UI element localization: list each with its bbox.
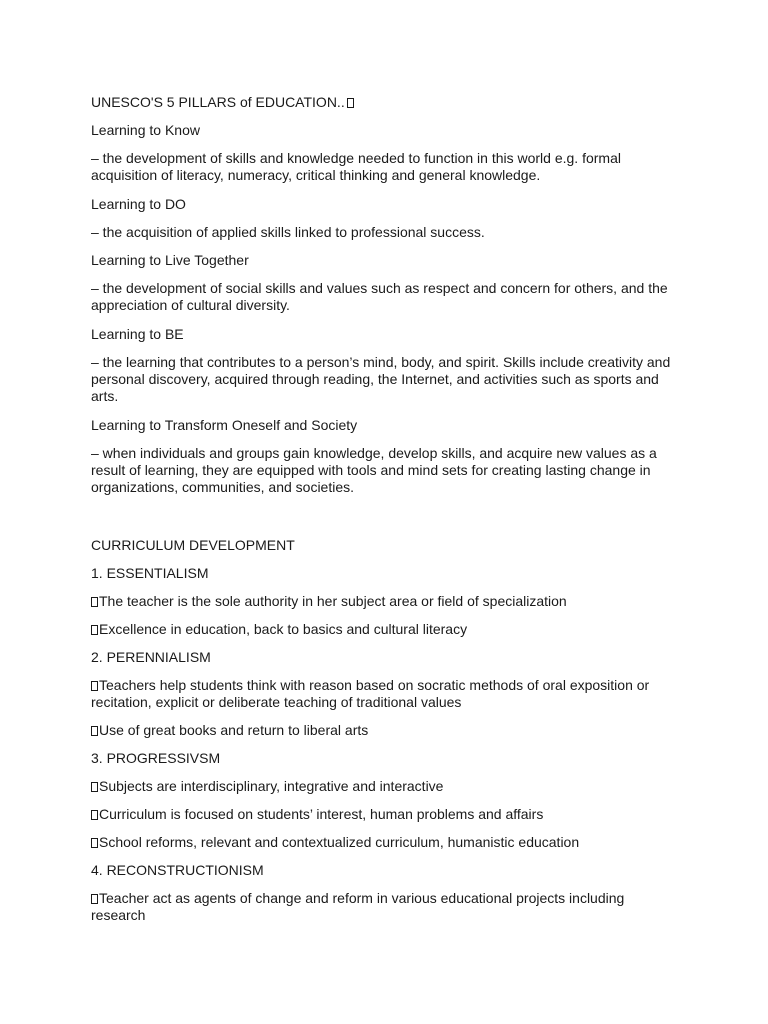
bullet-icon (91, 810, 98, 820)
list-item (91, 722, 676, 739)
pillar-heading: Learning to Transform Oneself and Society (91, 417, 358, 433)
bullet-icon (91, 726, 98, 736)
philosophy-heading: 4. RECONSTRUCTIONISM (91, 862, 264, 878)
curriculum-title: CURRICULUM DEVELOPMENT (91, 537, 295, 553)
list-item-text: Use of great books and return to liberal arts (99, 722, 369, 738)
pillar-description: – the acquisition of applied skills linked to professional success. (91, 224, 485, 240)
list-item-text: Teacher act as agents of change and reform in various educational projects including research (91, 890, 625, 923)
pillar-heading: Learning to Live Together (91, 252, 249, 268)
bullet-icon (91, 681, 98, 691)
list-item (91, 593, 676, 610)
pillar-description: – the development of social skills and values such as respect and concern for others, and the appreciation of cultural diversity. (91, 280, 668, 313)
list-item (91, 806, 676, 823)
list-item-text: Teachers help students think with reason based on socratic methods of oral exposition or recitation, explicit or deliberate teaching of traditional values (91, 677, 650, 710)
list-item-text: School reforms, relevant and contextualized curriculum, humanistic education (99, 834, 580, 850)
list-item-text: Curriculum is focused on students’ interest, human problems and affairs (99, 806, 544, 822)
bullet-icon (91, 782, 98, 792)
list-item (91, 621, 676, 638)
missing-glyph-icon (347, 98, 354, 108)
list-item-text: The teacher is the sole authority in her subject area or field of specialization (99, 593, 567, 609)
bullet-icon (91, 838, 98, 848)
list-item (91, 834, 676, 851)
pillars-title-text: UNESCO'S 5 PILLARS of EDUCATION.. (91, 94, 345, 110)
philosophy-heading: 2. PERENNIALISM (91, 649, 211, 665)
pillar-heading: Learning to Know (91, 122, 200, 138)
pillar-heading: Learning to DO (91, 196, 186, 212)
bullet-icon (91, 597, 98, 607)
pillar-heading: Learning to BE (91, 326, 184, 342)
pillar-description: – when individuals and groups gain knowledge, develop skills, and acquire new values as a result of learning, they are equipped with tools and mind sets for creating lasting change in organizations, communities, and societies. (91, 445, 657, 495)
list-item (91, 778, 676, 795)
list-item (91, 890, 676, 924)
bullet-icon (91, 625, 98, 635)
philosophy-heading: 1. ESSENTIALISM (91, 565, 209, 581)
pillar-description: – the development of skills and knowledge needed to function in this world e.g. formal acquisition of literacy, numeracy, critical thinking and general knowledge. (91, 150, 621, 183)
list-item (91, 677, 676, 711)
list-item-text: Subjects are interdisciplinary, integrative and interactive (99, 778, 444, 794)
philosophy-heading: 3. PROGRESSIVSM (91, 750, 221, 766)
bullet-icon (91, 894, 98, 904)
list-item-text: Excellence in education, back to basics and cultural literacy (99, 621, 468, 637)
pillar-description: – the learning that contributes to a person’s mind, body, and spirit. Skills include creativity and personal discovery, acquired through reading, the Internet, and activities such as sports and arts. (91, 354, 671, 404)
pillars-title (91, 94, 676, 111)
